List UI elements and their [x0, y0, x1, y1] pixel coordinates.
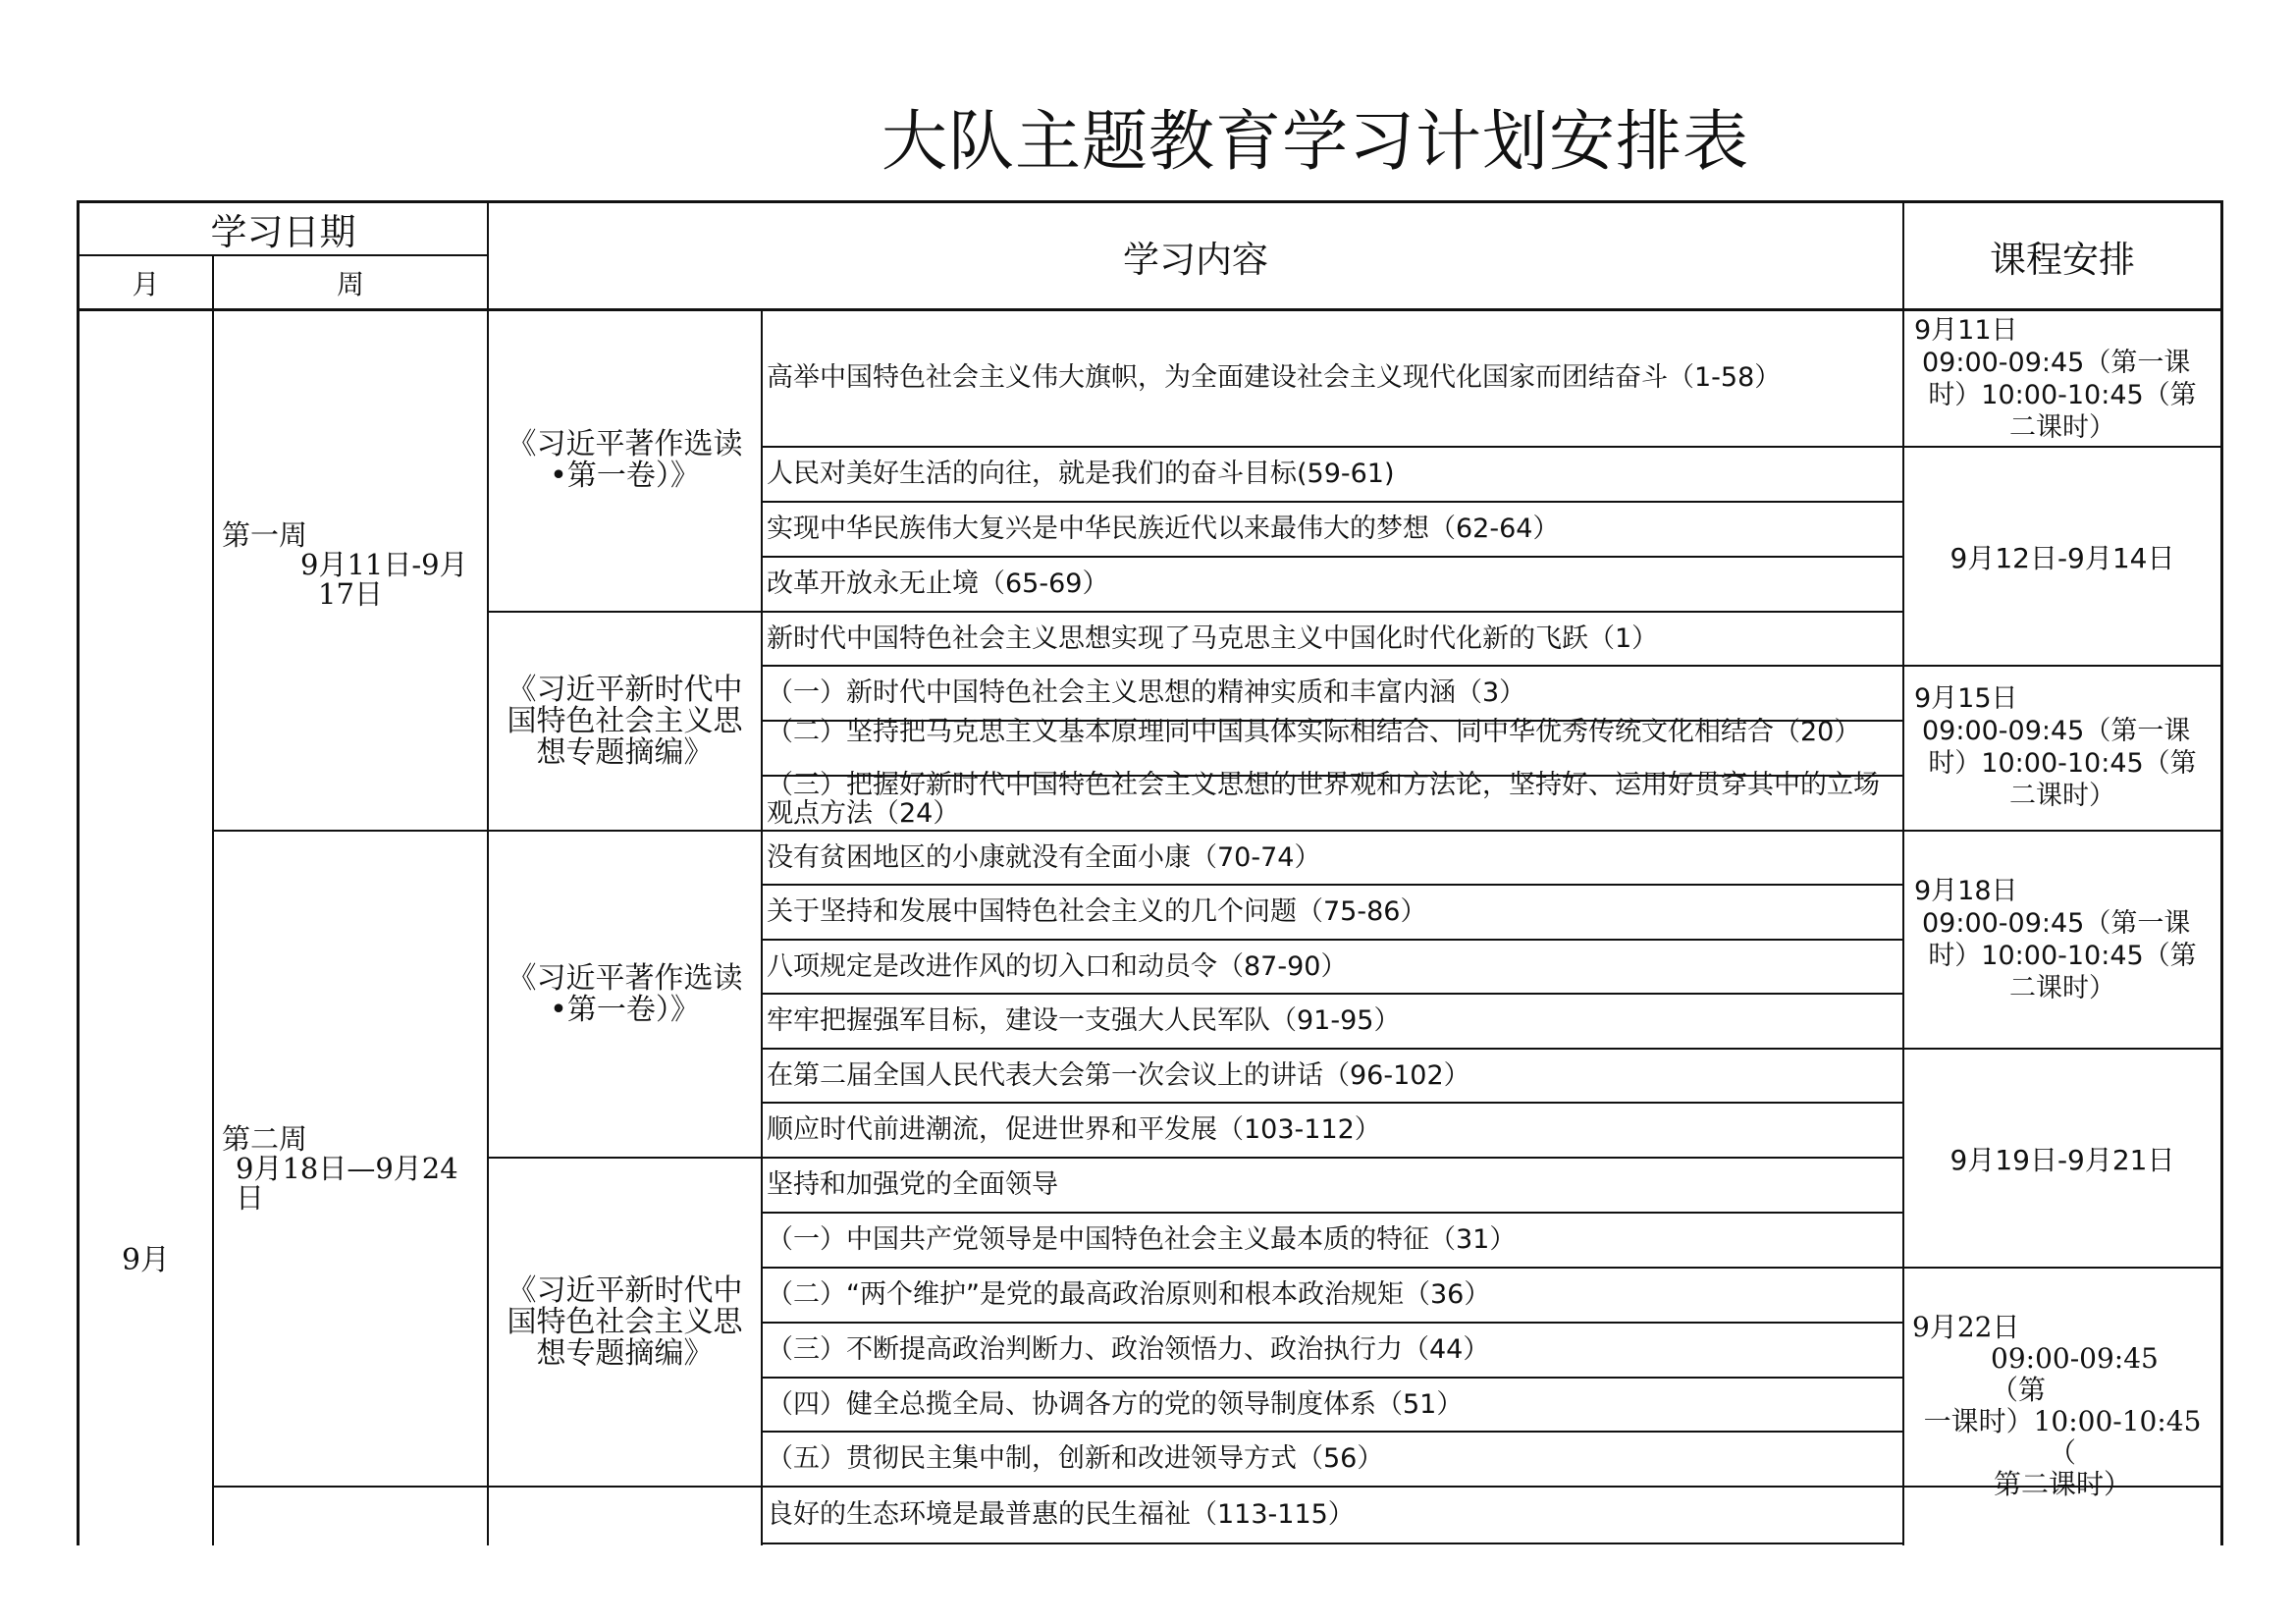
- book-cell-2: [489, 613, 761, 830]
- schedule-3-date: 9月15日: [1914, 683, 2018, 714]
- schedule-cell-6: [1904, 1311, 2220, 1500]
- content-row: 顺应时代前进潮流，促进世界和平发展（103-112）: [767, 1114, 1381, 1145]
- row-sep-last: [761, 1543, 1904, 1544]
- week-1-line-2: 9月11日-9月: [300, 548, 468, 581]
- schedule-cell-4: [1904, 873, 2220, 1046]
- book-cell-1: [489, 310, 761, 611]
- schedule-4-line-4: 二课时）: [2009, 973, 2115, 1003]
- week-1-cell: [214, 520, 487, 638]
- schedule-cell-3: [1904, 680, 2220, 828]
- schedule-4-line-3: 时）10:00-10:45（第: [1928, 941, 2197, 971]
- book-1-line-1: 《习近平著作选读: [507, 427, 743, 461]
- book-1-line-2: •第一卷）》: [550, 459, 700, 493]
- week-2-cell: [214, 1124, 487, 1213]
- content-row: （四）健全总揽全局、协调各方的党的领导制度体系（51）: [767, 1388, 1464, 1420]
- table-left-border: [77, 200, 80, 1545]
- header-content: 学习内容: [1123, 238, 1268, 281]
- week-2-line-2: 9月18日—9月24日: [236, 1152, 458, 1215]
- content-row: 坚持和加强党的全面领导: [767, 1169, 1058, 1200]
- header-month: 月: [132, 267, 160, 300]
- content-row: （二）坚持把马克思主义基本原理同中国具体实际相结合、同中华优秀传统文化相结合（20）: [767, 717, 1861, 747]
- content-row: 没有贫困地区的小康就没有全面小康（70-74）: [767, 841, 1321, 873]
- content-row: （一）新时代中国特色社会主义思想的精神实质和丰富内涵（3）: [767, 677, 1526, 708]
- sched-sep-2: [1902, 665, 2222, 667]
- content-row: （三）不断提高政治判断力、政治领悟力、政治执行力（44）: [767, 1334, 1490, 1365]
- header-study-date: 学习日期: [210, 211, 356, 253]
- header-week: 周: [336, 267, 364, 300]
- content-row: （一）中国共产党领导是中国特色社会主义最本质的特征（31）: [767, 1224, 1517, 1255]
- book-3-line-2: •第一卷）》: [550, 992, 700, 1027]
- page-title: 大队主题教育学习计划安排表: [881, 103, 1749, 180]
- header-schedule: 课程安排: [1990, 238, 2135, 281]
- schedule-6-date: 9月22日: [1912, 1311, 2020, 1343]
- book-cell-3: [489, 832, 761, 1157]
- schedule-1-line-3: 时）10:00-10:45（第: [1928, 380, 2197, 410]
- content-row: 关于坚持和发展中国特色社会主义的几个问题（75-86）: [767, 896, 1427, 927]
- content-row: 良好的生态环境是最普惠的民生福祉（113-115）: [767, 1499, 1355, 1530]
- book-3-line-1: 《习近平著作选读: [507, 960, 743, 996]
- month-cell: 9月: [121, 1243, 171, 1277]
- week-1-line-1: 第一周: [222, 518, 308, 552]
- book-2-line-2: 国特色社会主义思: [507, 703, 743, 738]
- content-row: 人民对美好生活的向往，就是我们的奋斗目标(59-61): [767, 459, 1395, 489]
- schedule-1-line-4: 二课时）: [2009, 412, 2115, 443]
- content-row: 牢牢把握强军目标，建设一支强大人民军队（91-95）: [767, 1005, 1401, 1036]
- col-line-month: [212, 254, 214, 1545]
- schedule-6-line-2: 09:00-09:45（第: [1991, 1342, 2159, 1406]
- book-2-line-3: 想专题摘编》: [536, 734, 714, 770]
- schedule-4-date: 9月18日: [1914, 876, 2018, 906]
- table-right-border: [2220, 200, 2223, 1545]
- content-row: 实现中华民族伟大复兴是中华民族近代以来最伟大的梦想（62-64）: [767, 514, 1560, 544]
- content-row: 新时代中国特色社会主义思想实现了马克思主义中国化时代化新的飞跃（1）: [767, 623, 1659, 654]
- schedule-cell-5: 9月19日-9月21日: [1949, 1143, 2175, 1176]
- schedule-3-line-3: 时）10:00-10:45（第: [1928, 748, 2197, 779]
- content-row: 高举中国特色社会主义伟大旗帜，为全面建设社会主义现代化国家而团结奋斗（1-58）: [767, 362, 1782, 393]
- schedule-6-line-3: 一课时）10:00-10:45（: [1923, 1405, 2202, 1469]
- schedule-cell-2: 9月12日-9月14日: [1949, 541, 2175, 574]
- week-2-line-1: 第二周: [222, 1122, 308, 1156]
- content-row: 在第二届全国人民代表大会第一次会议上的讲话（96-102）: [767, 1059, 1470, 1091]
- book-2-line-1: 《习近平新时代中: [507, 672, 743, 707]
- book-cell-4: [489, 1159, 761, 1486]
- content-row: 改革开放永无止境（65-69）: [767, 568, 1109, 599]
- schedule-6-line-4: 第二课时）: [1993, 1468, 2131, 1500]
- sched-sep-4: [1902, 1267, 2222, 1269]
- schedule-1-date: 9月11日: [1914, 315, 2018, 346]
- content-row: （三）把握好新时代中国特色社会主义思想的世界观和方法论，坚持好、运用好贯穿其中的立场观点方法（24）: [767, 770, 1880, 829]
- schedule-4-line-2: 09:00-09:45（第一课: [1922, 908, 2191, 939]
- schedule-cell-1: [1904, 312, 2220, 446]
- book-4-line-2: 国特色社会主义思: [507, 1304, 743, 1339]
- schedule-3-line-4: 二课时）: [2009, 781, 2115, 811]
- book-4-line-3: 想专题摘编》: [536, 1335, 714, 1371]
- content-row: 八项规定是改进作风的切入口和动员令（87-90）: [767, 950, 1348, 982]
- content-row: （五）贯彻民主集中制，创新和改进领导方式（56）: [767, 1443, 1384, 1474]
- book-4-line-1: 《习近平新时代中: [507, 1272, 743, 1308]
- schedule-1-line-2: 09:00-09:45（第一课: [1922, 348, 2191, 378]
- content-row: （二）“两个维护”是党的最高政治原则和根本政治规矩（36）: [767, 1279, 1491, 1310]
- schedule-3-line-2: 09:00-09:45（第一课: [1922, 716, 2191, 746]
- week-1-line-3: 17日: [318, 577, 383, 611]
